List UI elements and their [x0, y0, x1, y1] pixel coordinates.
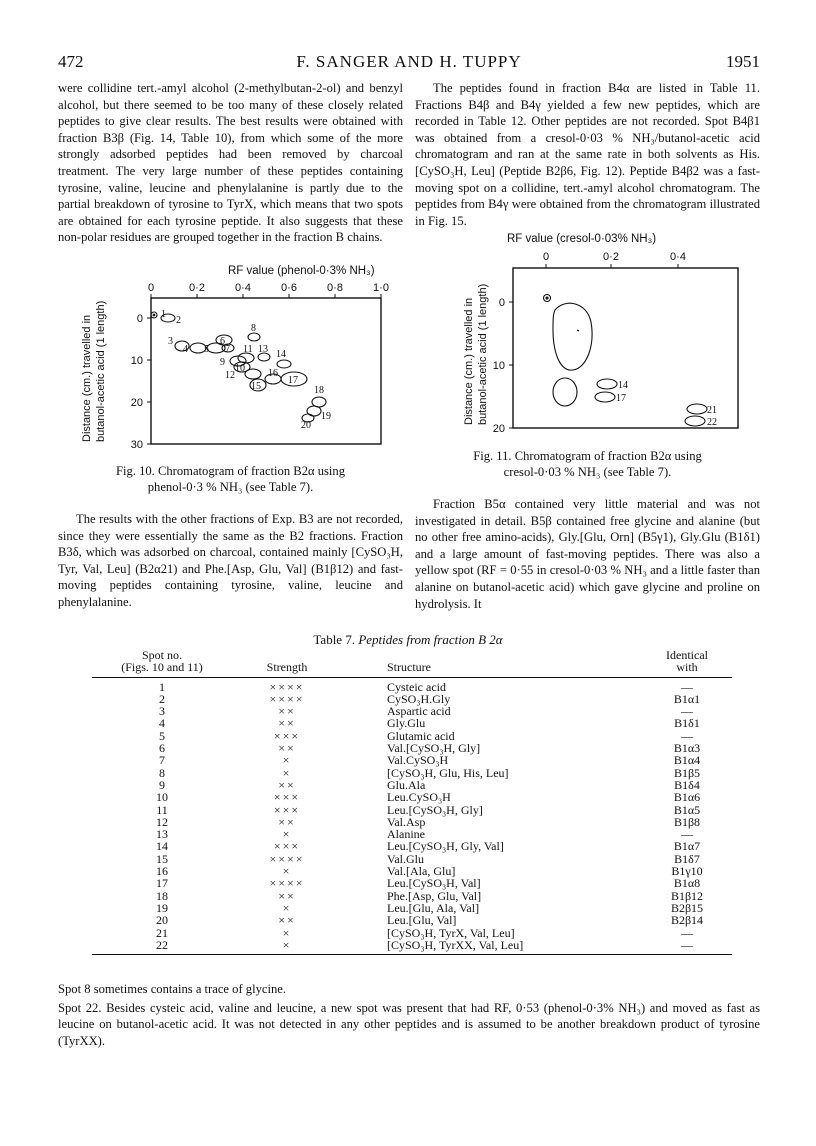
header-strength: Strength: [232, 648, 342, 677]
spot-label: 18: [314, 385, 324, 396]
running-title: F. SANGER AND H. TUPPY: [296, 52, 522, 71]
cell-identical: B1β12: [670, 888, 704, 903]
cell-identical: B2β15: [670, 900, 704, 915]
cell-strength: ××: [278, 888, 296, 903]
cell-identical: —: [681, 827, 693, 842]
cell-identical: B1α7: [673, 839, 701, 854]
spot-label: 15: [251, 381, 261, 392]
cell-identical: B1α8: [673, 876, 701, 891]
cell-identical: —: [681, 925, 693, 940]
x-tick-label: 0·2: [603, 251, 619, 263]
paragraph: Fraction B5α contained very little material and was not investigated in detail. B5β contained free glycine and alanine (but no other free amino-acids), Gly.[Glu, Orn] (B5γ1), Gly.Glu (B1δ1) and a large amount of fast-moving peptides. There was also a yellow spot (RF = 0·55 in cresol-0·03 % NH₃ and a little faster than alanine on butanol-acetic acid) which gave glycine and proline on hydrolysis. It: [415, 497, 760, 611]
page-number: 472: [58, 52, 84, 71]
cell-structure: Alanine: [387, 827, 425, 842]
table-row: [92, 914, 732, 926]
spot-label: 12: [225, 370, 235, 381]
cell-strength: ××: [278, 704, 296, 719]
figure-10-chart: [58, 262, 403, 462]
y-ticks: [131, 313, 151, 451]
cell-strength: ××: [278, 814, 296, 829]
cell-spot: 16: [156, 864, 168, 879]
cell-structure: Val.CySO₃H: [387, 753, 449, 768]
cell-strength: ×: [282, 753, 292, 768]
y-tick-label: 20: [130, 397, 143, 409]
spot-label: 20: [301, 420, 311, 431]
cell-spot: 18: [156, 888, 168, 903]
cell-structure: Gly.Glu: [387, 716, 426, 731]
cell-structure: Val.[Ala, Glu]: [387, 864, 456, 879]
cell-structure: Cysteic acid: [387, 679, 446, 694]
cell-structure: Leu.[CySO₃H, Gly]: [387, 802, 483, 817]
figure-11-chart: [415, 230, 760, 445]
header-spot: [92, 648, 232, 677]
paragraph: The results with the other fractions of Exp. B3 are not recorded, since they were essentially the same as the B2 fractions. Fraction B3δ, which was adsorbed on charcoal, contained mainly [CySO₃H, Tyr, Val, Leu] (B2α21) and Phe.[Asp, Glu, Val] (B1β12) and fast-moving peptides containing tyrosine, valine, leucine and phenylalanine.: [58, 512, 403, 609]
cell-strength: ×: [282, 864, 292, 879]
cell-identical: —: [681, 704, 693, 719]
cell-structure: Leu.[CySO₃H, Val]: [387, 876, 481, 891]
spot-label: 17: [288, 375, 298, 386]
cell-strength: ×: [282, 900, 292, 915]
cell-identical: B1δ7: [674, 851, 700, 866]
y-tick-label: 0: [136, 313, 143, 325]
header-text: Spot no.: [141, 648, 182, 662]
cell-identical: B2β14: [670, 913, 704, 928]
header-text: Identical: [666, 648, 708, 662]
cell-spot: 2: [159, 691, 165, 706]
spot-labels: [616, 380, 717, 428]
cell-structure: Leu.[Glu, Val]: [387, 913, 457, 928]
caption-line: Fig. 10. Chromatogram of fraction B2α using: [115, 464, 346, 478]
cell-strength: ××××: [269, 851, 305, 866]
cell-spot: 11: [156, 802, 168, 817]
spot-label: 19: [321, 411, 331, 422]
caption-line: phenol-0·3 % NH₃ (see Table 7).: [147, 480, 314, 494]
table-row: [92, 804, 732, 816]
cell-strength: ××××: [269, 876, 305, 891]
cell-identical: B1β8: [673, 814, 701, 829]
x-axis-title: RF value (cresol-0·03% NH₃): [507, 233, 657, 245]
table-7: [92, 648, 732, 955]
table-row: [92, 840, 732, 852]
spot-label: 22: [707, 417, 717, 428]
cell-identical: B1α5: [673, 802, 701, 817]
header-text: with: [676, 660, 698, 675]
spot-label: 14: [276, 349, 286, 360]
cell-structure: Leu.[Glu, Ala, Val]: [387, 900, 480, 915]
spot-label: 21: [707, 405, 717, 416]
y-axis-title: butanol-acetic acid (1 length): [95, 300, 107, 442]
cell-spot: 7: [159, 753, 165, 768]
plot-frame: [513, 268, 738, 428]
x-tick-label: 1·0: [373, 282, 389, 294]
cell-identical: B1δ4: [674, 777, 700, 792]
x-tick-label: 0·4: [670, 251, 686, 263]
table-row: [92, 791, 732, 803]
spot-label: 8: [251, 323, 256, 334]
y-axis-title: Distance (cm.) travelled in: [81, 314, 93, 442]
cell-strength: ××××: [269, 679, 305, 694]
cell-structure: [CySO₃H, TyrX, Val, Leu]: [387, 925, 515, 940]
cell-identical: B1α3: [673, 741, 701, 756]
spot-label: 13: [258, 344, 268, 355]
cell-identical: B1γ10: [671, 864, 703, 879]
cell-structure: Phe.[Asp, Glu, Val]: [387, 888, 482, 903]
cell-spot: 10: [156, 790, 168, 805]
left-column-bottom: [58, 511, 403, 611]
x-ticks: [148, 282, 389, 298]
cell-strength: ×: [232, 939, 342, 955]
header-structure: Structure: [342, 648, 642, 677]
cell-spot: 1: [159, 679, 165, 694]
cell-strength: ××××: [269, 691, 305, 706]
caption-line: Fig. 11. Chromatogram of fraction B2α using: [473, 449, 702, 463]
cell-strength: ×××: [273, 839, 301, 854]
y-tick-label: 30: [130, 439, 143, 451]
cell-identical: —: [681, 679, 693, 694]
table-body: [92, 677, 732, 955]
y-ticks: [493, 297, 513, 435]
x-tick-label: 0·8: [327, 282, 343, 294]
table-label: Table 7.: [313, 632, 356, 647]
cell-spot: 8: [159, 765, 165, 780]
cell-strength: ××: [278, 777, 296, 792]
spot-label: 10: [235, 363, 245, 374]
cell-spot: 5: [159, 728, 165, 743]
table-row: [92, 877, 732, 889]
cell-spot: 17: [156, 876, 168, 891]
cell-structure: Val.[CySO₃H, Gly]: [387, 741, 481, 756]
y-axis-title: butanol-acetic acid (1 length): [477, 283, 489, 425]
cell-structure: CySO₃H.Gly: [387, 691, 451, 706]
cell-structure: Leu.[CySO₃H, Gly, Val]: [387, 839, 504, 854]
cell-spot: 14: [156, 839, 168, 854]
y-tick-label: 10: [130, 355, 143, 367]
table-notes: [58, 981, 760, 1049]
table-row: [92, 939, 732, 955]
left-column-top: [58, 80, 403, 246]
x-tick-label: 0: [147, 282, 155, 294]
figure-10-caption: [58, 463, 403, 495]
right-column-bottom: [415, 496, 760, 612]
right-column-top: [415, 80, 760, 229]
cell-structure: Aspartic acid: [387, 704, 451, 719]
x-tick-label: 0·6: [281, 282, 297, 294]
table-row: [92, 754, 732, 766]
cell-strength: ×: [282, 827, 292, 842]
cell-identical: —: [642, 939, 732, 955]
cell-spot: 21: [156, 925, 168, 940]
plot-frame: [151, 298, 381, 444]
cell-strength: ××: [278, 741, 296, 756]
spot-label: 9: [220, 357, 225, 368]
table-header-row: [92, 648, 732, 677]
cell-spot: 12: [156, 814, 168, 829]
spot-label: 11: [243, 344, 253, 355]
header-text: (Figs. 10 and 11): [121, 660, 203, 675]
figure-11-caption: [415, 448, 760, 480]
cell-spot: 9: [159, 777, 165, 792]
paragraph: The peptides found in fraction B4α are listed in Table 11. Fractions B4β and B4γ yielded a few new peptides, which are recorded in Table 12. Other peptides are not recorded. Spot B4β1 was obtained from a cresol-0·03 % NH₃/butanol-acetic acid chromatogram and ran at the same rate in both solvents as His.[CySO₃H, Leu] (Peptide B2β6, Fig. 12). Peptide B4β2 was a fast-moving spot on a collidine, tert.-amyl alcohol chromatogram. The peptides from B4γ were obtained from the chromatogram illustrated in Fig. 15.: [415, 81, 760, 228]
cell-spot: 3: [159, 704, 165, 719]
caption-line: cresol-0·03 % NH₃ (see Table 7).: [503, 465, 672, 479]
note: Spot 22. Besides cysteic acid, valine and leucine, a new spot was present that had RF, 0·53 (phenol-0·3% NH₃) and moved as fast as leucine on butanol-acetic acid. It was not detected in any other peptides and is assumed to be another breakdown product of tyrosine (TyrXX).: [58, 1000, 760, 1048]
table-caption: Peptides from fraction B 2α: [358, 632, 503, 647]
cell-spot: 6: [159, 741, 165, 756]
cell-strength: ×××: [273, 802, 301, 817]
y-tick-label: 0: [498, 297, 505, 309]
cell-strength: ××: [278, 913, 296, 928]
spot-label: 1: [161, 309, 166, 320]
cell-strength: ×××: [273, 728, 301, 743]
x-ticks: [543, 251, 686, 268]
y-axis-title: Distance (cm.) travelled in: [463, 297, 475, 425]
y-tick-label: 10: [492, 360, 505, 372]
cell-strength: ××: [278, 716, 296, 731]
spot-label: 3: [168, 336, 173, 347]
cell-structure: Glu.Ala: [387, 777, 426, 792]
cell-structure: [CySO₃H, Glu, His, Leu]: [387, 765, 509, 780]
cell-strength: ×: [282, 765, 292, 780]
table-row: [92, 927, 732, 939]
cell-structure: Val.Asp: [387, 814, 426, 829]
note: Spot 8 sometimes contains a trace of glycine.: [58, 982, 287, 996]
cell-strength: ×××: [273, 790, 301, 805]
cell-identical: B1α1: [673, 691, 701, 706]
spot-label: 17: [616, 393, 626, 404]
cell-structure: Glutamic acid: [387, 728, 455, 743]
table-row: [92, 717, 732, 729]
cell-identical: B1β5: [673, 765, 701, 780]
year: 1951: [726, 52, 760, 71]
table-7-title: [0, 632, 816, 648]
spot-label: 14: [618, 380, 628, 391]
spot-label: 16: [268, 368, 278, 379]
cell-strength: ×: [282, 925, 292, 940]
paragraph: were collidine tert.-amyl alcohol (2-methylbutan-2-ol) and benzyl alcohol, but there seemed to be too many of these closely related peptides to give clear results. The best results were obtained with fraction B3β (Fig. 14, Table 10), from which some of the more strongly adsorbed peptides had been removed by charcoal treatment. The very large number of these peptides containing tyrosine, valine, leucine and phenylalanine is partly due to the partial breakdown of tyrosine to TyrX, which means that two spots are obtained for each tyrosine peptide. It also suggests that these non-polar residues are grouped together in the fraction B chains.: [58, 81, 403, 245]
spot-label: 6: [220, 336, 225, 347]
x-tick-label: 0·2: [189, 282, 205, 294]
cell-structure: Leu.CySO₃H: [387, 790, 451, 805]
x-tick-label: 0: [542, 251, 550, 263]
cell-identical: —: [681, 728, 693, 743]
cell-spot: 22: [92, 939, 232, 955]
x-tick-label: 0·4: [235, 282, 251, 294]
running-header: [58, 52, 760, 76]
x-axis-title: RF value (phenol-0·3% NH₃): [228, 265, 375, 277]
spot-label: 5: [204, 344, 209, 355]
spot-label: 7: [225, 344, 230, 355]
cell-structure: [CySO₃H, TyrXX, Val, Leu]: [342, 939, 642, 955]
cell-spot: 19: [156, 900, 168, 915]
cell-spot: 13: [156, 827, 168, 842]
cell-identical: B1α6: [673, 790, 701, 805]
table-row: [92, 677, 732, 693]
spot-labels: [161, 309, 331, 431]
y-tick-label: 20: [492, 423, 505, 435]
spots: [544, 295, 708, 427]
cell-spot: 20: [156, 913, 168, 928]
cell-spot: 15: [156, 851, 168, 866]
spot-label: 2: [176, 315, 181, 326]
spot-label: 4: [183, 344, 188, 355]
header-identical: [642, 648, 732, 677]
cell-identical: B1α4: [673, 753, 701, 768]
cell-structure: Val.Glu: [387, 851, 424, 866]
cell-identical: B1δ1: [674, 716, 700, 731]
cell-spot: 4: [159, 716, 165, 731]
